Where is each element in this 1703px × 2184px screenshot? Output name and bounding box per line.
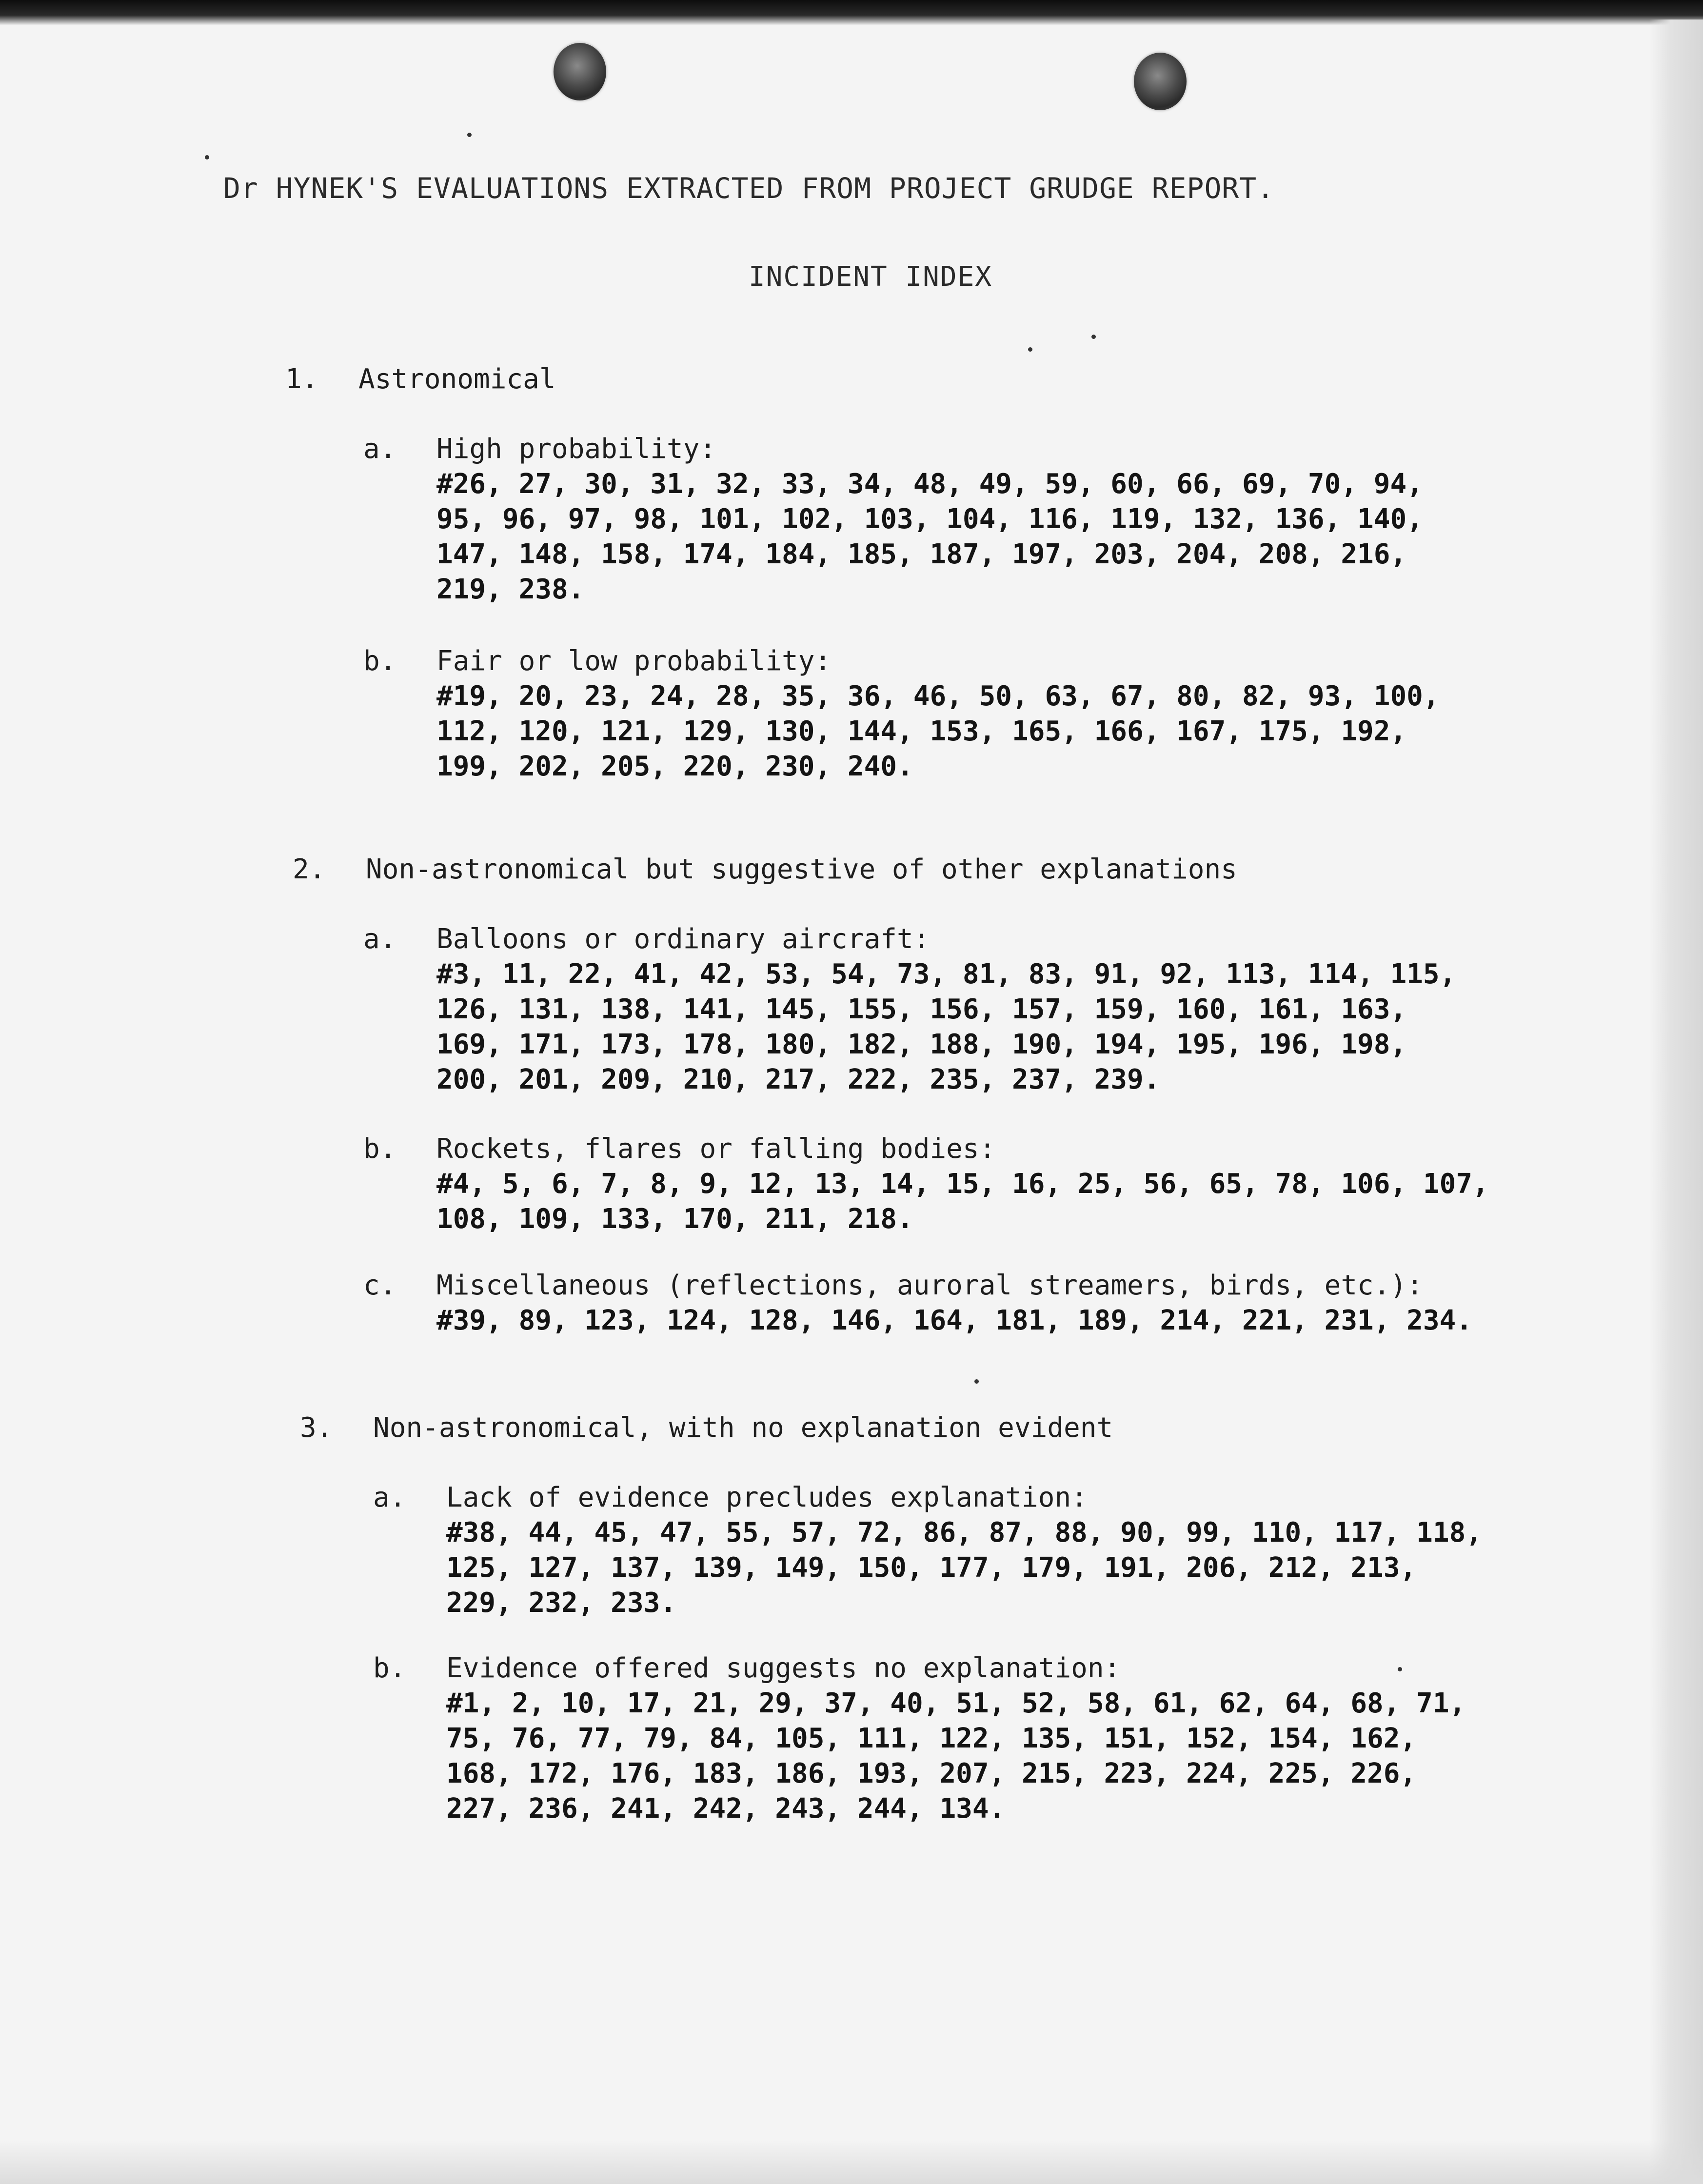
subitem-letter: a. bbox=[373, 1482, 406, 1513]
incident-numbers-line: 112, 120, 121, 129, 130, 144, 153, 165, 166, 167, 175, 192, bbox=[436, 715, 1407, 747]
incident-numbers-line: 168, 172, 176, 183, 186, 193, 207, 215, 223, 224, 225, 226, bbox=[446, 1758, 1417, 1789]
incident-number-list bbox=[436, 1303, 1472, 1338]
section-non-astronomical-suggestive bbox=[293, 854, 1237, 885]
scan-speck bbox=[205, 155, 209, 159]
subitem-fair-or-low-probability bbox=[363, 644, 1440, 784]
section-number: 1. bbox=[285, 363, 318, 395]
incident-numbers-line: 219, 238. bbox=[436, 574, 585, 605]
subitem-label: Balloons or ordinary aircraft: bbox=[436, 923, 930, 955]
document-subtitle: INCIDENT INDEX bbox=[749, 261, 993, 293]
subitem-label: High probability: bbox=[436, 433, 716, 465]
subitem-balloons-aircraft bbox=[363, 922, 1456, 1097]
subitem-letter: b. bbox=[373, 1652, 406, 1684]
incident-numbers-line: 227, 236, 241, 242, 243, 244, 134. bbox=[446, 1793, 1006, 1825]
subitem-letter: a. bbox=[363, 923, 396, 955]
incident-number-list bbox=[436, 679, 1440, 784]
section-heading: Non-astronomical but suggestive of other explanations bbox=[366, 854, 1237, 885]
subitem-high-probability bbox=[363, 432, 1423, 607]
subitem-lack-of-evidence bbox=[373, 1480, 1482, 1621]
subitem-miscellaneous bbox=[363, 1268, 1472, 1338]
section-heading: Astronomical bbox=[358, 363, 556, 395]
incident-number-list bbox=[436, 1167, 1489, 1237]
subitem-letter: c. bbox=[363, 1270, 396, 1301]
incident-number-list bbox=[446, 1686, 1465, 1827]
subitem-rockets-flares bbox=[363, 1132, 1489, 1237]
incident-numbers-line: 199, 202, 205, 220, 230, 240. bbox=[436, 751, 913, 782]
incident-numbers-line: 108, 109, 133, 170, 211, 218. bbox=[436, 1203, 913, 1235]
incident-numbers-line: #3, 11, 22, 41, 42, 53, 54, 73, 81, 83, 91, 92, 113, 114, 115, bbox=[436, 958, 1456, 990]
subitem-label: Lack of evidence precludes explanation: bbox=[446, 1482, 1088, 1513]
incident-numbers-line: 200, 201, 209, 210, 217, 222, 235, 237, 239. bbox=[436, 1064, 1160, 1095]
incident-numbers-line: #26, 27, 30, 31, 32, 33, 34, 48, 49, 59, 60, 66, 69, 70, 94, bbox=[436, 468, 1423, 500]
incident-numbers-line: 95, 96, 97, 98, 101, 102, 103, 104, 116, 119, 132, 136, 140, bbox=[436, 503, 1423, 535]
incident-numbers-line: 126, 131, 138, 141, 145, 155, 156, 157, 159, 160, 161, 163, bbox=[436, 993, 1407, 1025]
document-title: Dr HYNEK'S EVALUATIONS EXTRACTED FROM PROJECT GRUDGE REPORT. bbox=[223, 172, 1275, 205]
incident-numbers-line: #38, 44, 45, 47, 55, 57, 72, 86, 87, 88, 90, 99, 110, 117, 118, bbox=[446, 1517, 1483, 1549]
incident-number-list bbox=[436, 957, 1456, 1097]
incident-numbers-line: 75, 76, 77, 79, 84, 105, 111, 122, 135, 151, 152, 154, 162, bbox=[446, 1723, 1417, 1754]
section-number: 2. bbox=[293, 854, 326, 885]
scan-speck bbox=[974, 1379, 979, 1384]
section-number: 3. bbox=[300, 1412, 333, 1444]
subitem-letter: b. bbox=[363, 645, 396, 677]
subitem-letter: b. bbox=[363, 1133, 396, 1165]
punch-hole-right bbox=[1134, 53, 1187, 110]
scan-right-edge bbox=[1649, 20, 1703, 2184]
incident-numbers-line: #4, 5, 6, 7, 8, 9, 12, 13, 14, 15, 16, 25, 56, 65, 78, 106, 107, bbox=[436, 1168, 1489, 1200]
incident-numbers-line: 125, 127, 137, 139, 149, 150, 177, 179, 191, 206, 212, 213, bbox=[446, 1552, 1417, 1584]
punch-hole-left bbox=[554, 43, 606, 100]
section-astronomical bbox=[285, 363, 556, 395]
subitem-label: Evidence offered suggests no explanation: bbox=[446, 1652, 1121, 1684]
incident-numbers-line: #39, 89, 123, 124, 128, 146, 164, 181, 189, 214, 221, 231, 234. bbox=[436, 1305, 1473, 1336]
subitem-label: Fair or low probability: bbox=[436, 645, 832, 677]
incident-numbers-line: 147, 148, 158, 174, 184, 185, 187, 197, 203, 204, 208, 216, bbox=[436, 538, 1407, 570]
section-non-astronomical-no-explanation bbox=[300, 1412, 1113, 1444]
scan-speck bbox=[1028, 347, 1032, 352]
incident-numbers-line: #1, 2, 10, 17, 21, 29, 37, 40, 51, 52, 58, 61, 62, 64, 68, 71, bbox=[446, 1688, 1466, 1719]
subitem-evidence-no-explanation bbox=[373, 1651, 1465, 1827]
incident-number-list bbox=[436, 467, 1423, 607]
section-heading: Non-astronomical, with no explanation evident bbox=[373, 1412, 1113, 1444]
incident-numbers-line: 229, 232, 233. bbox=[446, 1587, 677, 1619]
subitem-letter: a. bbox=[363, 433, 396, 465]
scan-speck bbox=[467, 133, 472, 137]
scan-speck bbox=[1091, 335, 1096, 339]
incident-numbers-line: 169, 171, 173, 178, 180, 182, 188, 190, 194, 195, 196, 198, bbox=[436, 1029, 1407, 1060]
subitem-label: Miscellaneous (reflections, auroral streamers, birds, etc.): bbox=[436, 1270, 1423, 1301]
incident-numbers-line: #19, 20, 23, 24, 28, 35, 36, 46, 50, 63, 67, 80, 82, 93, 100, bbox=[436, 680, 1440, 712]
scan-bottom-edge bbox=[0, 2140, 1703, 2184]
incident-number-list bbox=[446, 1515, 1482, 1621]
scan-top-edge bbox=[0, 0, 1703, 25]
subitem-label: Rockets, flares or falling bodies: bbox=[436, 1133, 996, 1165]
